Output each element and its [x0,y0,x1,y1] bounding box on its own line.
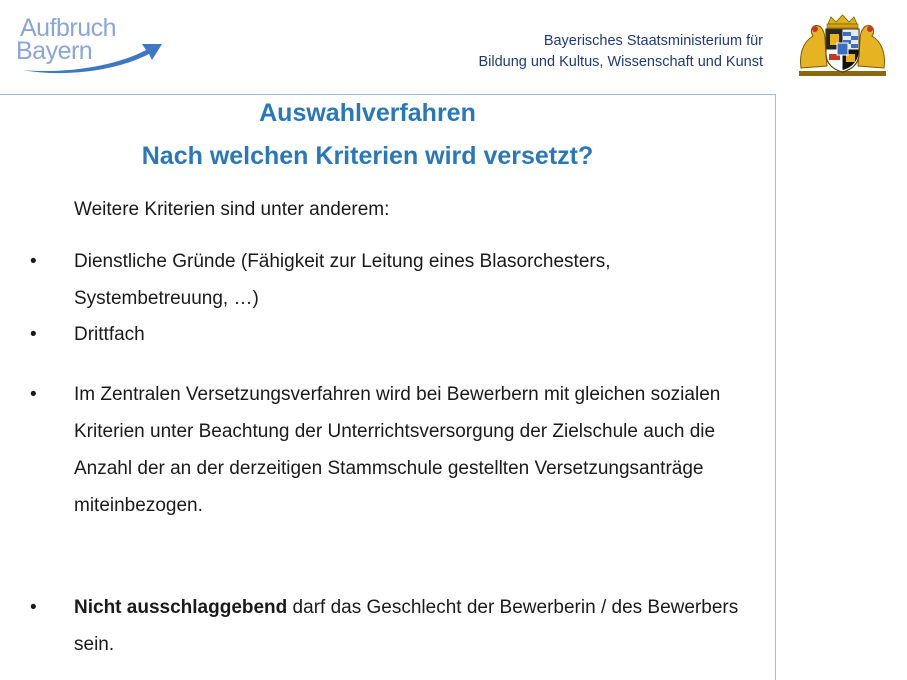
ministry-line1: Bayerisches Staatsministerium für [543,33,763,49]
coat-of-arms-icon [795,14,890,78]
intro-text: Weitere Kriterien sind unter anderem: [74,199,390,220]
list-item [74,589,764,663]
content-frame-top [0,94,775,95]
list-item-text: darf das Geschlecht der Bewerberin / des Bewerbers sein. [74,597,739,655]
list-item: Dienstliche Gründe (Fähigkeit zur Leitung eines Blasorchesters, Systembetreuung, …) [74,251,611,309]
aufbruch-bayern-logo [16,14,166,76]
ministry-line2: Bildung und Kultus, Wissenschaft und Kunst [478,54,763,70]
ministry-name [478,31,763,73]
bullet-marker: • [30,251,37,272]
slide-subtitle: Nach welchen Kriterien wird versetzt? [141,142,594,170]
slide-title: Auswahlverfahren [259,99,476,127]
logo-line1: Aufbruch [20,14,117,42]
bullet-marker: • [30,324,37,345]
logo-line2: Bayern [16,37,93,65]
bullet-marker: • [30,384,37,405]
bullet-marker: • [30,597,37,618]
list-item: Im Zentralen Versetzungsverfahren wird bei Bewerbern mit gleichen sozialen Kriterien unter Beachtung der Unterrichtsversorgung der Zielschule auch die Anzahl der an der derzeitigen Stammschule gestellten Versetzungsanträge miteinbezogen. [74,384,721,516]
list-item: Drittfach [74,324,145,345]
emphasis-text: Nicht ausschlaggebend [74,597,288,618]
content-frame-right [775,94,776,680]
